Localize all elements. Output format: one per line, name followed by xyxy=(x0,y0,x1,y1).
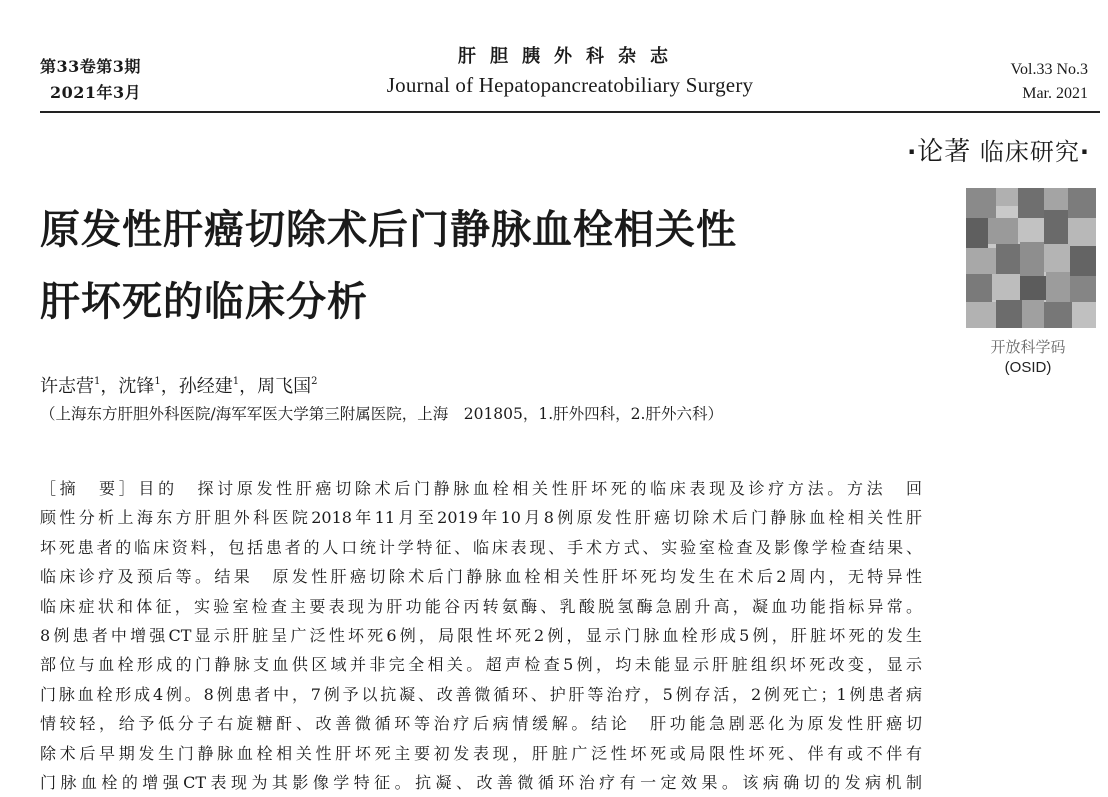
qr-code-icon xyxy=(966,188,1096,328)
header-journal-name xyxy=(360,44,780,100)
author-name: 沈锋 xyxy=(118,376,155,397)
abstract-line: 除术后早期发生门静脉血栓相关性肝坏死主要初发表现，肝脏广泛性坏死或局限性坏死、伴有或不伴有 xyxy=(40,743,922,763)
article-title-line-1: 原发性肝癌切除术后门静脉血栓相关性 xyxy=(40,207,737,253)
abstract-line: 坏死患者的临床资料，包括患者的人口统计学特征、临床表现、手术方式、实验室检查及影像学检查结果、 xyxy=(40,537,922,557)
journal-title-en: Journal of Hepatopancreatobiliary Surgery xyxy=(386,73,754,97)
author-affiliation: （上海东方肝胆外科医院/海军军医大学第三附属医院，上海 201805，1.肝外四科，2.肝外六科） xyxy=(40,405,723,423)
abstract-line: 情较轻，给予低分子右旋糖酐、改善微循环等治疗后病情缓解。结论 肝功能急剧恶化为原发性肝癌切 xyxy=(40,714,922,734)
header-volume-en: Vol.33 No.3 xyxy=(1010,61,1088,78)
author-name: 周飞国 xyxy=(257,376,312,397)
header-volume-issue: 第33卷第3期 xyxy=(40,57,141,76)
author-name: 孙经建 xyxy=(178,376,233,397)
abstract xyxy=(40,474,922,797)
column-bullet-end: · xyxy=(1079,138,1090,166)
column-subcategory: 临床研究 xyxy=(979,138,1080,166)
header-date-cn: 2021年3月 xyxy=(50,83,142,102)
qr-code-image xyxy=(966,188,1096,328)
header-rule xyxy=(40,111,1100,113)
article-title-line-2: 肝坏死的临床分析 xyxy=(40,279,368,325)
abstract-line: 8例患者中增强CT显示肝脏呈广泛性坏死6例，局限性坏死2例，显示门脉血栓形成5例，肝脏坏死的发生 xyxy=(40,625,922,645)
abstract-line: 顾性分析上海东方肝胆外科医院2018年11月至2019年10月8例原发性肝癌切除术后门静脉血栓相关性肝 xyxy=(40,508,922,528)
abstract-line: ［摘 要］目的 探讨原发性肝癌切除术后门静脉血栓相关性肝坏死的临床表现及诊疗方法。方法 回 xyxy=(40,479,922,498)
author-name: 许志营 xyxy=(40,376,94,397)
author-affiliation-mark: 1 xyxy=(94,376,101,387)
journal-title-cn: 肝胆胰外科杂志 xyxy=(458,46,682,67)
author-affiliation-mark: 1 xyxy=(154,376,161,387)
article-title xyxy=(40,194,940,338)
qr-osid-label: (OSID) xyxy=(1004,359,1052,376)
abstract-line: 门脉血栓形成4例。8例患者中，7例予以抗凝、改善微循环、护肝等治疗，5例存活，2例死亡；1例患者病 xyxy=(40,684,922,704)
column-tag xyxy=(907,134,1090,170)
author-list: 许志营$^1$，沈锋$^1$，孙经建$^1$，周飞国$^2$ xyxy=(40,376,318,397)
header-volume-block xyxy=(40,54,141,106)
abstract-line: 门脉血栓的增强CT表现为其影像学特征。抗凝、改善微循环治疗有一定效果。该病确切的发病机制 xyxy=(40,772,922,792)
column-bullet: · xyxy=(907,138,918,166)
column-category: 论著 xyxy=(917,137,972,167)
header-volume-en-block xyxy=(1011,58,1089,106)
author-affiliation-mark: 2 xyxy=(311,376,318,387)
qr-caption: 开放科学码 xyxy=(990,338,1066,356)
abstract-line: 部位与血栓形成的门静脉支血供区域并非完全相关。超声检查5例，均未能显示肝脏组织坏死改变，显示 xyxy=(40,655,922,675)
author-affiliation-mark: 1 xyxy=(232,376,240,387)
abstract-line: 临床诊疗及预后等。结果 原发性肝癌切除术后门静脉血栓相关性肝坏死均发生在术后2周内，无特异性 xyxy=(40,567,922,587)
header-date-en: Mar. 2021 xyxy=(1022,85,1088,102)
abstract-line: 临床症状和体征，实验室检查主要表现为肝功能谷丙转氨酶、乳酸脱氢酶急剧升高，凝血功能指标异常。 xyxy=(40,596,922,616)
